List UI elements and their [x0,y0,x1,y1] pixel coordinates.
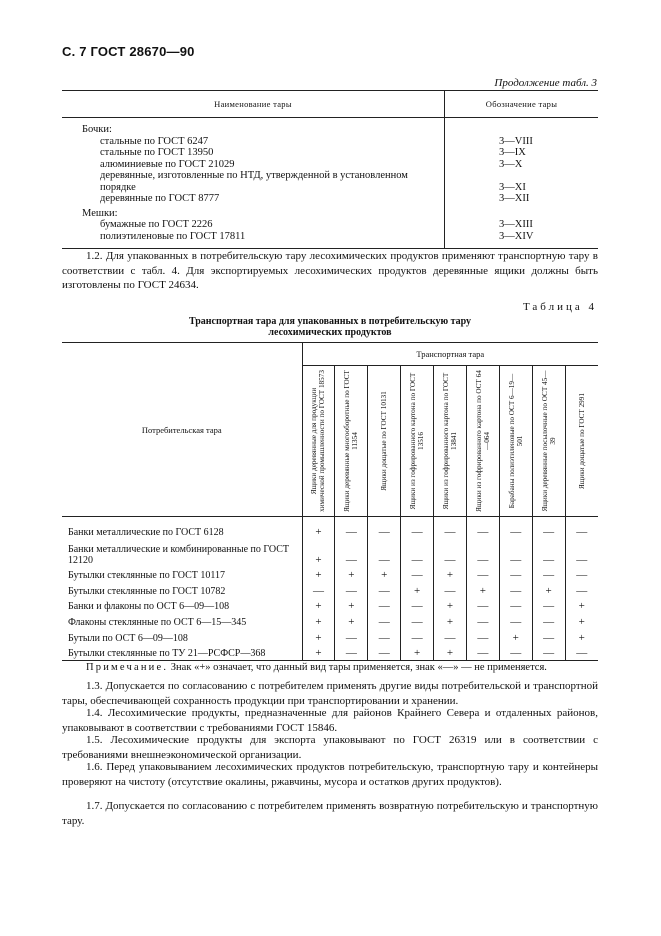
table4-col-header-text: Ящики дощатые по ГОСТ 2991 [577,393,586,489]
table4-col-header [565,366,598,517]
table4-mark-cell: + [466,581,499,597]
table4-mark-cell: + [335,597,368,613]
paragraph [62,760,598,789]
table4-mark-cell: + [368,566,401,582]
table4-col-header-text: Ящики деревянные посылочные по ОСТ 45—39 [540,370,557,512]
table4-title-line1: Транспортная тара для упакованных в потребительскую тару [188,316,472,327]
table4-row [62,517,598,538]
table4-mark-cell: — [401,612,434,628]
table4-mark-cell: — [368,628,401,644]
paragraph-text: 1.4. Лесохимические продукты, предназначенные для районов Крайнего Севера и отдаленных районов, упаковывают в соответствии с требованиями ГОСТ 15846. [62,707,598,734]
table4-mark-cell: + [302,597,335,613]
table4-note [62,662,598,673]
table4-mark-cell: — [401,538,434,566]
table3-code-cell: 3—XII [499,193,530,204]
table4-title-line2: лесохимических продуктов [268,327,392,338]
table4-mark-cell: — [532,597,565,613]
table4-consumer-cell: Бутылки стеклянные по ГОСТ 10782 [62,581,302,597]
table4-col-header [335,366,368,517]
table4-mark-cell: + [434,612,467,628]
table3-col-code: Обозначение тары [445,91,599,118]
table4-mark-cell: — [499,644,532,661]
table3-code-cell: 3—VIII [499,135,533,147]
table4-mark-cell: — [368,597,401,613]
table4-consumer-cell: Банки металлические и комбинированные по ГОСТ 12120 [62,538,302,566]
table4-col-header-text: Ящики из гофрированного картона по ГОСТ 13841 [441,372,458,510]
table3-code-cell: 3—XIV [445,231,599,249]
table4-consumer-cell: Банки и флаконы по ОСТ 6—09—108 [62,597,302,613]
table4-col-header-text: Ящики из гофрированного картона по ГОСТ 13516 [408,372,426,510]
table4-mark-cell: — [532,612,565,628]
table4-mark-cell: — [499,538,532,566]
table3-body [62,118,598,249]
table4-mark-cell: + [302,612,335,628]
table-4 [62,342,598,661]
note-label: Примечание. [86,662,169,673]
table4-row [62,581,598,597]
table4-title [62,316,598,338]
table4-mark-cell: + [335,612,368,628]
paragraph-text: 1.3. Допускается по согласованию с потребителем применять другие виды потребительской и транспортной тары, обеспечивающей сохранность продукции при транспортировании и хранении. [62,680,598,707]
table3-row [62,170,598,193]
table3-code-cell: 3—IX [499,147,526,158]
table4-row [62,597,598,613]
table4-mark-cell: — [368,517,401,538]
table4-col-header-text: Ящики деревянные для продукции химической промышленности по ГОСТ 18573 [310,370,327,512]
table4-consumer-cell: Бутылки стеклянные по ГОСТ 10117 [62,566,302,582]
table4-mark-cell: + [499,628,532,644]
table3-name-cell: Мешки: [82,207,118,219]
table4-mark-cell: — [532,628,565,644]
table3-name-cell: стальные по ГОСТ 13950 [100,147,214,158]
table3-name-cell: деревянные, изготовленные по НТД, утвержденной в установленном порядке [100,170,408,193]
table4-consumer-cell: Флаконы стеклянные по ОСТ 6—15—345 [62,612,302,628]
table4-body [62,517,598,661]
table3-row [62,219,598,231]
table4-mark-cell: + [434,597,467,613]
table3-name-cell: алюминиевые по ГОСТ 21029 [100,158,235,170]
paragraph [62,706,598,735]
table3-name-cell: бумажные по ГОСТ 2226 [100,219,213,230]
table4-col-header [434,366,467,517]
page-header: С. 7 ГОСТ 28670—90 [62,44,195,59]
table4-row [62,538,598,566]
table4-col-header-text: Барабаны полиэтиленовые по ОСТ 6—19—501 [507,373,524,509]
paragraph-1-2: 1.2. Для упакованных в потребительскую тару лесохимических продуктов применяют транспортную тару в соответствии с табл. 4. Для экспортируемых лесохимических продуктов деревянные ящики должны быть изготовлены по ГОСТ 24634. [62,250,598,291]
table3-row [62,159,598,171]
table3-row [62,124,598,136]
table4-mark-cell: + [434,566,467,582]
table3-row [62,231,598,249]
table4-mark-cell: — [466,612,499,628]
table4-mark-cell: — [532,538,565,566]
table4-mark-cell: + [578,631,585,644]
table4-mark-cell: — [401,566,434,582]
table4-mark-cell: — [368,612,401,628]
table4-mark-cell: — [368,581,401,597]
table4-mark-cell: — [466,517,499,538]
table4-col-header-text: Ящики деревянные многооборотные по ГОСТ 11354 [343,370,360,512]
table4-mark-cell: + [401,581,434,597]
table4-mark-cell: — [466,566,499,582]
table4-col-header [532,366,565,517]
table4-mark-cell: — [434,517,467,538]
table4-mark-cell: — [532,517,565,538]
table4-col-header [368,366,401,517]
table4-mark-cell: — [576,584,588,597]
table4-mark-cell: — [576,553,588,566]
table4-mark-cell: — [335,644,368,661]
table4-col-header [466,366,499,517]
table4-mark-cell: — [466,538,499,566]
table4-col-header [401,366,434,517]
table3-row [62,136,598,148]
table4-col-header-text: Ящики дощатые по ГОСТ 10131 [380,391,389,491]
table4-mark-cell: — [466,597,499,613]
table4-mark-cell: — [401,597,434,613]
table4-mark-cell: — [499,612,532,628]
table4-transport-header: Транспортная тара [302,343,598,366]
table4-mark-cell: + [302,566,335,582]
table4-mark-cell: + [401,644,434,661]
table4-mark-cell: — [576,569,588,582]
table4-row [62,612,598,628]
table4-mark-cell: — [434,538,467,566]
table4-mark-cell: — [499,517,532,538]
paragraph [62,733,598,762]
table4-consumer-cell: Банки металлические по ГОСТ 6128 [62,517,302,538]
table4-mark-cell: + [578,615,585,628]
table4-col-header [302,366,335,517]
table4-mark-cell: — [368,644,401,661]
table3-name-cell: стальные по ГОСТ 6247 [100,135,209,147]
table3-code-cell: 3—XI [499,181,526,193]
table4-mark-cell: — [335,517,368,538]
table4-row [62,644,598,661]
table4-mark-cell: + [302,628,335,644]
table4-consumer-cell: Бутылки стеклянные по ТУ 21—РСФСР—368 [62,644,302,661]
table3-col-name: Наименование тары [62,91,445,118]
table4-mark-cell: — [499,566,532,582]
table3-name-cell: Бочки: [82,124,112,135]
table-continuation-label: Продолжение табл. 3 [494,77,597,89]
table4-mark-cell: + [302,538,335,566]
table4-mark-cell: + [578,600,585,613]
table3-code-cell [445,124,599,136]
note-text: Знак «+» означает, что данный вид тары применяется, знак «—» — не применяется. [168,662,547,673]
table4-mark-cell: — [335,538,368,566]
table4-mark-cell: + [302,644,335,661]
table4-consumer-header: Потребительская тара [62,343,302,517]
table4-mark-cell: + [335,566,368,582]
table3-code-cell [445,208,599,220]
table4-mark-cell: — [368,538,401,566]
table4-mark-cell: — [335,628,368,644]
table4-mark-cell: — [576,525,588,538]
paragraph-text: 1.7. Допускается по согласованию с потребителем применять возвратную потребительскую и транспортную тару. [62,800,598,827]
table3-row [62,208,598,220]
table3-name-cell: полиэтиленовые по ГОСТ 17811 [100,230,246,242]
paragraph [62,679,598,708]
table4-mark-cell: — [565,644,598,661]
table4-mark-cell: — [401,517,434,538]
table4-mark-cell: — [401,628,434,644]
table4-row [62,628,598,644]
paragraph-text: 1.5. Лесохимические продукты для экспорта упаковывают по ГОСТ 26319 или в соответствии с требованиями внешнеэкономической организации. [62,734,598,761]
table4-mark-cell: — [532,566,565,582]
table4-mark-cell: — [434,628,467,644]
table4-mark-cell: + [302,517,335,538]
table4-col-header-text: Ящики из гофрированного картона по ОСТ 64—064 [474,370,491,512]
paragraph-text: 1.6. Перед упаковыванием лесохимических продуктов потребительскую, транспортную тару и контейнеры проверяют на чистоту (отсутствие окалины, ржавчины, мусора и остатков других продуктов). [62,761,598,788]
table4-mark-cell: — [499,597,532,613]
table3-code-cell: 3—X [499,158,523,170]
table4-mark-cell: — [302,581,335,597]
table4-mark-cell: — [532,644,565,661]
table3-row [62,193,598,205]
table4-mark-cell: — [434,581,467,597]
table3-name-cell: деревянные по ГОСТ 8777 [100,193,220,204]
table3-code-cell: 3—XIII [499,219,533,230]
paragraph [62,799,598,828]
table4-mark-cell: — [466,644,499,661]
table3-row [62,147,598,159]
table4-mark-cell: — [466,628,499,644]
table4-caption: Таблица 4 [522,301,597,313]
table4-mark-cell: — [499,581,532,597]
table4-mark-cell: + [434,644,467,661]
table-3 [62,90,598,249]
table4-mark-cell: — [335,581,368,597]
table4-row [62,566,598,582]
table4-mark-cell: + [532,581,565,597]
table4-consumer-cell: Бутыли по ОСТ 6—09—108 [62,628,302,644]
table4-col-header [499,366,532,517]
